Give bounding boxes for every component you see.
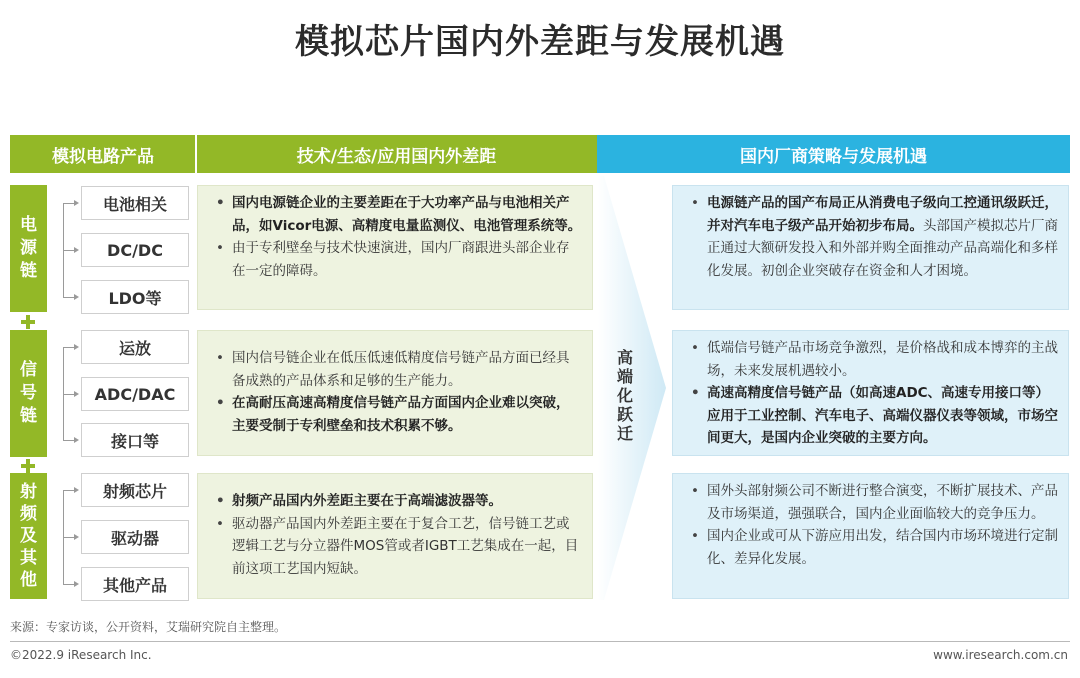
strategy-bullet: • 国内企业或可从下游应用出发，结合国内市场环境进行定制化、差异化发展。 <box>683 525 1058 570</box>
group-char: 源 <box>20 238 37 258</box>
strategy-bullet <box>683 192 1058 282</box>
group-char: 信 <box>20 360 37 380</box>
header-gap: 技术/生态/应用国内外差距 <box>196 135 597 173</box>
group-label-rf-others <box>10 473 47 599</box>
gap-bullet: • 国内电源链企业的主要差距在于大功率产品与电池相关产品，如Vicor电源、高精度电量监测仪、电池管理系统等。 <box>208 192 582 237</box>
arrow-char: 化 <box>616 386 633 405</box>
group-label-signal-chain <box>10 330 47 457</box>
group-char: 及 <box>20 526 37 546</box>
strategy-bullet: • 低端信号链产品市场竞争激烈，是价格战和成本博弈的主战场，未来发展机遇较小。 <box>683 337 1058 382</box>
gap-panel-power <box>197 185 593 310</box>
strategy-bold-part: 电源链产品的国产布局正从消费电子级向工控通讯级跃迁，并对汽车电子级产品开始初步布局。 <box>707 195 1058 234</box>
tree-arrow-icon <box>63 250 77 251</box>
tree-arrow-icon <box>63 394 77 395</box>
source-note: 来源：专家访谈，公开资料，艾瑞研究院自主整理。 <box>10 620 287 634</box>
gap-panel-signal <box>197 330 593 456</box>
copyright: ©2022.9 iResearch Inc. <box>10 648 152 662</box>
plus-icon <box>21 459 35 473</box>
tree-arrow-icon <box>63 347 77 348</box>
gap-bullet: • 驱动器产品国内外差距主要在于复合工艺，信号链工艺或逻辑工艺与分立器件MOS管或者IGBT工艺集成在一起，目前这项工艺国内短缺。 <box>208 513 582 581</box>
group-char: 号 <box>20 383 37 403</box>
group-char: 他 <box>20 570 37 590</box>
tree-arrow-icon <box>63 203 77 204</box>
arrow-char: 迁 <box>616 424 633 443</box>
product-item-adc-dac: ADC/DAC <box>81 377 189 411</box>
arrow-char: 高 <box>616 348 633 367</box>
footer-divider <box>10 641 1070 642</box>
page-title: 模拟芯片国内外差距与发展机遇 <box>295 22 785 62</box>
group-char: 频 <box>20 504 37 524</box>
strategy-bullet: • 高速高精度信号链产品（如高速ADC、高速专用接口等）应用于工业控制、汽车电子、高端仪器仪表等领域，市场空间更大，是国内企业突破的主要方向。 <box>683 382 1058 450</box>
website-link[interactable]: www.iresearch.com.cn <box>933 648 1068 662</box>
arrow-label <box>614 348 636 443</box>
gap-bullet: • 由于专利壁垒与技术快速演进，国内厂商跟进头部企业存在一定的障碍。 <box>208 237 582 282</box>
group-char: 链 <box>20 406 37 426</box>
tree-arrow-icon <box>63 440 77 441</box>
product-item-ldo: LDO等 <box>81 280 189 314</box>
product-item-dcdc: DC/DC <box>81 233 189 267</box>
product-item-rf-chip: 射频芯片 <box>81 473 189 507</box>
group-char: 链 <box>20 261 37 281</box>
strategy-bullet: • 国外头部射频公司不断进行整合演变，不断扩展技术、产品及市场渠道，强强联合，国内企业面临较大的竞争压力。 <box>683 480 1058 525</box>
product-item-battery: 电池相关 <box>81 186 189 220</box>
group-label-power-chain <box>10 185 47 312</box>
strategy-panel-rf <box>672 473 1069 599</box>
header-analog-products: 模拟电路产品 <box>10 135 196 173</box>
gap-bullet: • 射频产品国内外差距主要在于高端滤波器等。 <box>208 490 582 513</box>
tree-arrow-icon <box>63 297 77 298</box>
product-item-opamp: 运放 <box>81 330 189 364</box>
header-strategy: 国内厂商策略与发展机遇 <box>597 135 1070 173</box>
gap-bullet: • 在高耐压高速高精度信号链产品方面国内企业难以突破，主要受制于专利壁垒和技术积累不够。 <box>208 392 582 437</box>
tree-arrow-icon <box>63 537 77 538</box>
strategy-normal-part: 头部国产模拟芯片厂商正通过大额研发投入和外部并购全面推动产品高端化和多样化发展。初创企业突破存在资金和人才困境。 <box>707 217 1058 279</box>
strategy-panel-power <box>672 185 1069 310</box>
arrow-char: 跃 <box>616 405 633 424</box>
product-item-driver: 驱动器 <box>81 520 189 554</box>
group-char: 电 <box>20 215 37 235</box>
strategy-panel-signal <box>672 330 1069 456</box>
group-char: 其 <box>20 548 37 568</box>
gap-panel-rf <box>197 473 593 599</box>
header-divider <box>195 135 197 173</box>
tree-arrow-icon <box>63 490 77 491</box>
arrow-char: 端 <box>616 367 633 386</box>
product-item-other: 其他产品 <box>81 567 189 601</box>
gap-bullet: • 国内信号链企业在低压低速低精度信号链产品方面已经具备成熟的产品体系和足够的生产能力。 <box>208 347 582 392</box>
group-char: 射 <box>20 482 37 502</box>
tree-arrow-icon <box>63 584 77 585</box>
product-item-interface: 接口等 <box>81 423 189 457</box>
plus-icon <box>21 315 35 329</box>
